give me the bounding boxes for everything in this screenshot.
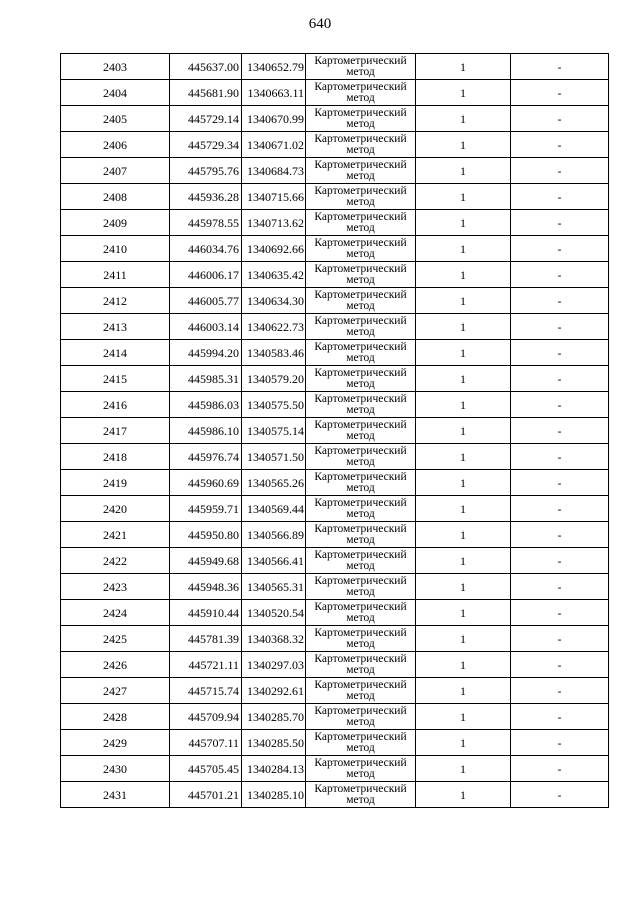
accuracy-cell: 1: [416, 366, 511, 392]
note-cell: -: [511, 184, 609, 210]
y-coordinate-cell: 1340285.50: [242, 730, 306, 756]
point-number-cell: 2426: [61, 652, 170, 678]
point-number-cell: 2415: [61, 366, 170, 392]
y-coordinate-cell: 1340285.10: [242, 782, 306, 808]
y-coordinate-cell: 1340566.89: [242, 522, 306, 548]
method-line-1: Картометрический: [314, 106, 407, 119]
y-coordinate-cell: 1340579.20: [242, 366, 306, 392]
method-line-2: метод: [346, 455, 375, 468]
method-cell: [306, 132, 416, 158]
method-line-1: Картометрический: [314, 626, 407, 639]
y-coordinate-cell: 1340684.73: [242, 158, 306, 184]
method-cell: [306, 158, 416, 184]
method-line-2: метод: [346, 377, 375, 390]
table-row: [61, 210, 609, 236]
method-line-1: Картометрический: [314, 340, 407, 353]
note-cell: -: [511, 236, 609, 262]
accuracy-cell: 1: [416, 314, 511, 340]
accuracy-cell: 1: [416, 652, 511, 678]
y-coordinate-cell: 1340575.50: [242, 392, 306, 418]
accuracy-cell: 1: [416, 600, 511, 626]
method-cell: [306, 340, 416, 366]
method-line-2: метод: [346, 325, 375, 338]
method-cell: [306, 704, 416, 730]
table-row: [61, 158, 609, 184]
point-number-cell: 2412: [61, 288, 170, 314]
note-cell: -: [511, 730, 609, 756]
method-line-2: метод: [346, 429, 375, 442]
method-cell: [306, 236, 416, 262]
x-coordinate-cell: 445949.68: [170, 548, 242, 574]
table-row: [61, 652, 609, 678]
accuracy-cell: 1: [416, 418, 511, 444]
x-coordinate-cell: 445986.10: [170, 418, 242, 444]
y-coordinate-cell: 1340663.11: [242, 80, 306, 106]
accuracy-cell: 1: [416, 210, 511, 236]
point-number-cell: 2413: [61, 314, 170, 340]
y-coordinate-cell: 1340569.44: [242, 496, 306, 522]
method-cell: [306, 314, 416, 340]
point-number-cell: 2409: [61, 210, 170, 236]
method-line-1: Картометрический: [314, 600, 407, 613]
note-cell: -: [511, 340, 609, 366]
method-cell: [306, 782, 416, 808]
table-row: [61, 678, 609, 704]
accuracy-cell: 1: [416, 158, 511, 184]
method-cell: [306, 600, 416, 626]
point-number-cell: 2416: [61, 392, 170, 418]
point-number-cell: 2403: [61, 54, 170, 80]
note-cell: -: [511, 262, 609, 288]
x-coordinate-cell: 445959.71: [170, 496, 242, 522]
table-row: [61, 184, 609, 210]
x-coordinate-cell: 445729.14: [170, 106, 242, 132]
note-cell: -: [511, 210, 609, 236]
accuracy-cell: 1: [416, 522, 511, 548]
coordinates-table: [60, 53, 609, 808]
table-row: [61, 522, 609, 548]
point-number-cell: 2427: [61, 678, 170, 704]
y-coordinate-cell: 1340565.26: [242, 470, 306, 496]
method-line-2: метод: [346, 351, 375, 364]
method-line-2: метод: [346, 793, 375, 806]
note-cell: -: [511, 652, 609, 678]
method-line-1: Картометрический: [314, 470, 407, 483]
y-coordinate-cell: 1340575.14: [242, 418, 306, 444]
table-row: [61, 236, 609, 262]
method-line-1: Картометрический: [314, 366, 407, 379]
point-number-cell: 2410: [61, 236, 170, 262]
point-number-cell: 2431: [61, 782, 170, 808]
method-line-2: метод: [346, 715, 375, 728]
note-cell: -: [511, 678, 609, 704]
y-coordinate-cell: 1340284.13: [242, 756, 306, 782]
method-line-1: Картометрический: [314, 392, 407, 405]
method-cell: [306, 262, 416, 288]
method-line-1: Картометрический: [314, 652, 407, 665]
note-cell: -: [511, 756, 609, 782]
point-number-cell: 2414: [61, 340, 170, 366]
table-row: [61, 574, 609, 600]
accuracy-cell: 1: [416, 236, 511, 262]
x-coordinate-cell: 445795.76: [170, 158, 242, 184]
table-row: [61, 262, 609, 288]
method-line-2: метод: [346, 689, 375, 702]
x-coordinate-cell: 445986.03: [170, 392, 242, 418]
y-coordinate-cell: 1340566.41: [242, 548, 306, 574]
accuracy-cell: 1: [416, 132, 511, 158]
point-number-cell: 2422: [61, 548, 170, 574]
method-line-1: Картометрический: [314, 132, 407, 145]
method-line-1: Картометрический: [314, 184, 407, 197]
x-coordinate-cell: 445781.39: [170, 626, 242, 652]
y-coordinate-cell: 1340622.73: [242, 314, 306, 340]
point-number-cell: 2405: [61, 106, 170, 132]
method-line-1: Картометрический: [314, 418, 407, 431]
method-line-2: метод: [346, 143, 375, 156]
method-line-2: метод: [346, 195, 375, 208]
y-coordinate-cell: 1340583.46: [242, 340, 306, 366]
method-cell: [306, 730, 416, 756]
point-number-cell: 2419: [61, 470, 170, 496]
accuracy-cell: 1: [416, 262, 511, 288]
table-row: [61, 340, 609, 366]
x-coordinate-cell: 445976.74: [170, 444, 242, 470]
table-row: [61, 730, 609, 756]
table-row: [61, 54, 609, 80]
method-line-2: метод: [346, 611, 375, 624]
point-number-cell: 2425: [61, 626, 170, 652]
method-line-1: Картометрический: [314, 704, 407, 717]
method-cell: [306, 626, 416, 652]
accuracy-cell: 1: [416, 626, 511, 652]
method-line-2: метод: [346, 91, 375, 104]
x-coordinate-cell: 445701.21: [170, 782, 242, 808]
method-line-2: метод: [346, 533, 375, 546]
method-line-2: метод: [346, 273, 375, 286]
accuracy-cell: 1: [416, 106, 511, 132]
point-number-cell: 2421: [61, 522, 170, 548]
note-cell: -: [511, 80, 609, 106]
method-cell: [306, 496, 416, 522]
note-cell: -: [511, 288, 609, 314]
method-line-1: Картометрический: [314, 210, 407, 223]
method-cell: [306, 54, 416, 80]
method-line-1: Картометрический: [314, 236, 407, 249]
note-cell: -: [511, 158, 609, 184]
method-cell: [306, 548, 416, 574]
method-cell: [306, 522, 416, 548]
x-coordinate-cell: 446034.76: [170, 236, 242, 262]
note-cell: -: [511, 782, 609, 808]
y-coordinate-cell: 1340652.79: [242, 54, 306, 80]
y-coordinate-cell: 1340671.02: [242, 132, 306, 158]
note-cell: -: [511, 366, 609, 392]
y-coordinate-cell: 1340715.66: [242, 184, 306, 210]
table-row: [61, 756, 609, 782]
method-line-2: метод: [346, 65, 375, 78]
x-coordinate-cell: 445994.20: [170, 340, 242, 366]
method-line-1: Картометрический: [314, 158, 407, 171]
table-row: [61, 444, 609, 470]
y-coordinate-cell: 1340670.99: [242, 106, 306, 132]
method-line-1: Картометрический: [314, 444, 407, 457]
x-coordinate-cell: 445637.00: [170, 54, 242, 80]
point-number-cell: 2411: [61, 262, 170, 288]
note-cell: -: [511, 548, 609, 574]
table-row: [61, 548, 609, 574]
x-coordinate-cell: 445715.74: [170, 678, 242, 704]
accuracy-cell: 1: [416, 756, 511, 782]
method-line-2: метод: [346, 221, 375, 234]
method-line-2: метод: [346, 299, 375, 312]
method-line-1: Картометрический: [314, 496, 407, 509]
point-number-cell: 2428: [61, 704, 170, 730]
accuracy-cell: 1: [416, 704, 511, 730]
x-coordinate-cell: 445985.31: [170, 366, 242, 392]
accuracy-cell: 1: [416, 288, 511, 314]
note-cell: -: [511, 132, 609, 158]
method-cell: [306, 288, 416, 314]
method-line-1: Картометрический: [314, 80, 407, 93]
accuracy-cell: 1: [416, 782, 511, 808]
method-line-2: метод: [346, 741, 375, 754]
x-coordinate-cell: 445950.80: [170, 522, 242, 548]
accuracy-cell: 1: [416, 184, 511, 210]
table-row: [61, 600, 609, 626]
table-row: [61, 314, 609, 340]
note-cell: -: [511, 574, 609, 600]
method-line-1: Картометрический: [314, 756, 407, 769]
y-coordinate-cell: 1340285.70: [242, 704, 306, 730]
table-row: [61, 626, 609, 652]
accuracy-cell: 1: [416, 340, 511, 366]
method-line-2: метод: [346, 481, 375, 494]
table-row: [61, 418, 609, 444]
point-number-cell: 2407: [61, 158, 170, 184]
accuracy-cell: 1: [416, 444, 511, 470]
table-row: [61, 496, 609, 522]
method-line-1: Картометрический: [314, 262, 407, 275]
note-cell: -: [511, 54, 609, 80]
method-cell: [306, 418, 416, 444]
x-coordinate-cell: 445721.11: [170, 652, 242, 678]
table-row: [61, 392, 609, 418]
x-coordinate-cell: 445910.44: [170, 600, 242, 626]
accuracy-cell: 1: [416, 392, 511, 418]
table-row: [61, 704, 609, 730]
method-line-1: Картометрический: [314, 314, 407, 327]
note-cell: -: [511, 600, 609, 626]
method-cell: [306, 366, 416, 392]
note-cell: -: [511, 444, 609, 470]
accuracy-cell: 1: [416, 496, 511, 522]
note-cell: -: [511, 418, 609, 444]
y-coordinate-cell: 1340692.66: [242, 236, 306, 262]
method-line-1: Картометрический: [314, 54, 407, 67]
method-line-1: Картометрический: [314, 782, 407, 795]
accuracy-cell: 1: [416, 548, 511, 574]
x-coordinate-cell: 445936.28: [170, 184, 242, 210]
point-number-cell: 2418: [61, 444, 170, 470]
note-cell: -: [511, 392, 609, 418]
table-row: [61, 80, 609, 106]
method-line-2: метод: [346, 507, 375, 520]
y-coordinate-cell: 1340520.54: [242, 600, 306, 626]
method-line-2: метод: [346, 169, 375, 182]
method-cell: [306, 80, 416, 106]
method-line-2: метод: [346, 403, 375, 416]
page-number: 640: [308, 16, 332, 32]
note-cell: -: [511, 314, 609, 340]
method-line-2: метод: [346, 559, 375, 572]
x-coordinate-cell: 445709.94: [170, 704, 242, 730]
table-row: [61, 366, 609, 392]
method-cell: [306, 652, 416, 678]
method-line-2: метод: [346, 767, 375, 780]
method-line-1: Картометрический: [314, 730, 407, 743]
x-coordinate-cell: 445948.36: [170, 574, 242, 600]
method-cell: [306, 106, 416, 132]
note-cell: -: [511, 106, 609, 132]
note-cell: -: [511, 470, 609, 496]
method-line-2: метод: [346, 247, 375, 260]
note-cell: -: [511, 704, 609, 730]
x-coordinate-cell: 445707.11: [170, 730, 242, 756]
accuracy-cell: 1: [416, 80, 511, 106]
coordinates-table-body: [61, 54, 609, 808]
point-number-cell: 2404: [61, 80, 170, 106]
point-number-cell: 2424: [61, 600, 170, 626]
y-coordinate-cell: 1340634.30: [242, 288, 306, 314]
accuracy-cell: 1: [416, 470, 511, 496]
method-line-1: Картометрический: [314, 678, 407, 691]
table-row: [61, 470, 609, 496]
note-cell: -: [511, 496, 609, 522]
y-coordinate-cell: 1340292.61: [242, 678, 306, 704]
table-row: [61, 782, 609, 808]
x-coordinate-cell: 446006.17: [170, 262, 242, 288]
method-line-1: Картометрический: [314, 548, 407, 561]
method-cell: [306, 470, 416, 496]
method-cell: [306, 574, 416, 600]
method-cell: [306, 184, 416, 210]
point-number-cell: 2420: [61, 496, 170, 522]
accuracy-cell: 1: [416, 54, 511, 80]
x-coordinate-cell: 445960.69: [170, 470, 242, 496]
method-cell: [306, 678, 416, 704]
y-coordinate-cell: 1340713.62: [242, 210, 306, 236]
x-coordinate-cell: 445729.34: [170, 132, 242, 158]
method-line-2: метод: [346, 585, 375, 598]
method-line-1: Картометрический: [314, 288, 407, 301]
method-line-1: Картометрический: [314, 574, 407, 587]
x-coordinate-cell: 445978.55: [170, 210, 242, 236]
y-coordinate-cell: 1340297.03: [242, 652, 306, 678]
x-coordinate-cell: 445705.45: [170, 756, 242, 782]
table-row: [61, 132, 609, 158]
accuracy-cell: 1: [416, 574, 511, 600]
method-line-1: Картометрический: [314, 522, 407, 535]
point-number-cell: 2429: [61, 730, 170, 756]
y-coordinate-cell: 1340565.31: [242, 574, 306, 600]
point-number-cell: 2423: [61, 574, 170, 600]
table-row: [61, 288, 609, 314]
point-number-cell: 2430: [61, 756, 170, 782]
method-line-2: метод: [346, 663, 375, 676]
y-coordinate-cell: 1340571.50: [242, 444, 306, 470]
method-cell: [306, 756, 416, 782]
x-coordinate-cell: 446003.14: [170, 314, 242, 340]
table-row: [61, 106, 609, 132]
accuracy-cell: 1: [416, 730, 511, 756]
method-cell: [306, 210, 416, 236]
x-coordinate-cell: 446005.77: [170, 288, 242, 314]
method-line-2: метод: [346, 637, 375, 650]
note-cell: -: [511, 522, 609, 548]
note-cell: -: [511, 626, 609, 652]
accuracy-cell: 1: [416, 678, 511, 704]
y-coordinate-cell: 1340635.42: [242, 262, 306, 288]
point-number-cell: 2406: [61, 132, 170, 158]
y-coordinate-cell: 1340368.32: [242, 626, 306, 652]
method-cell: [306, 444, 416, 470]
x-coordinate-cell: 445681.90: [170, 80, 242, 106]
method-cell: [306, 392, 416, 418]
point-number-cell: 2417: [61, 418, 170, 444]
point-number-cell: 2408: [61, 184, 170, 210]
method-line-2: метод: [346, 117, 375, 130]
